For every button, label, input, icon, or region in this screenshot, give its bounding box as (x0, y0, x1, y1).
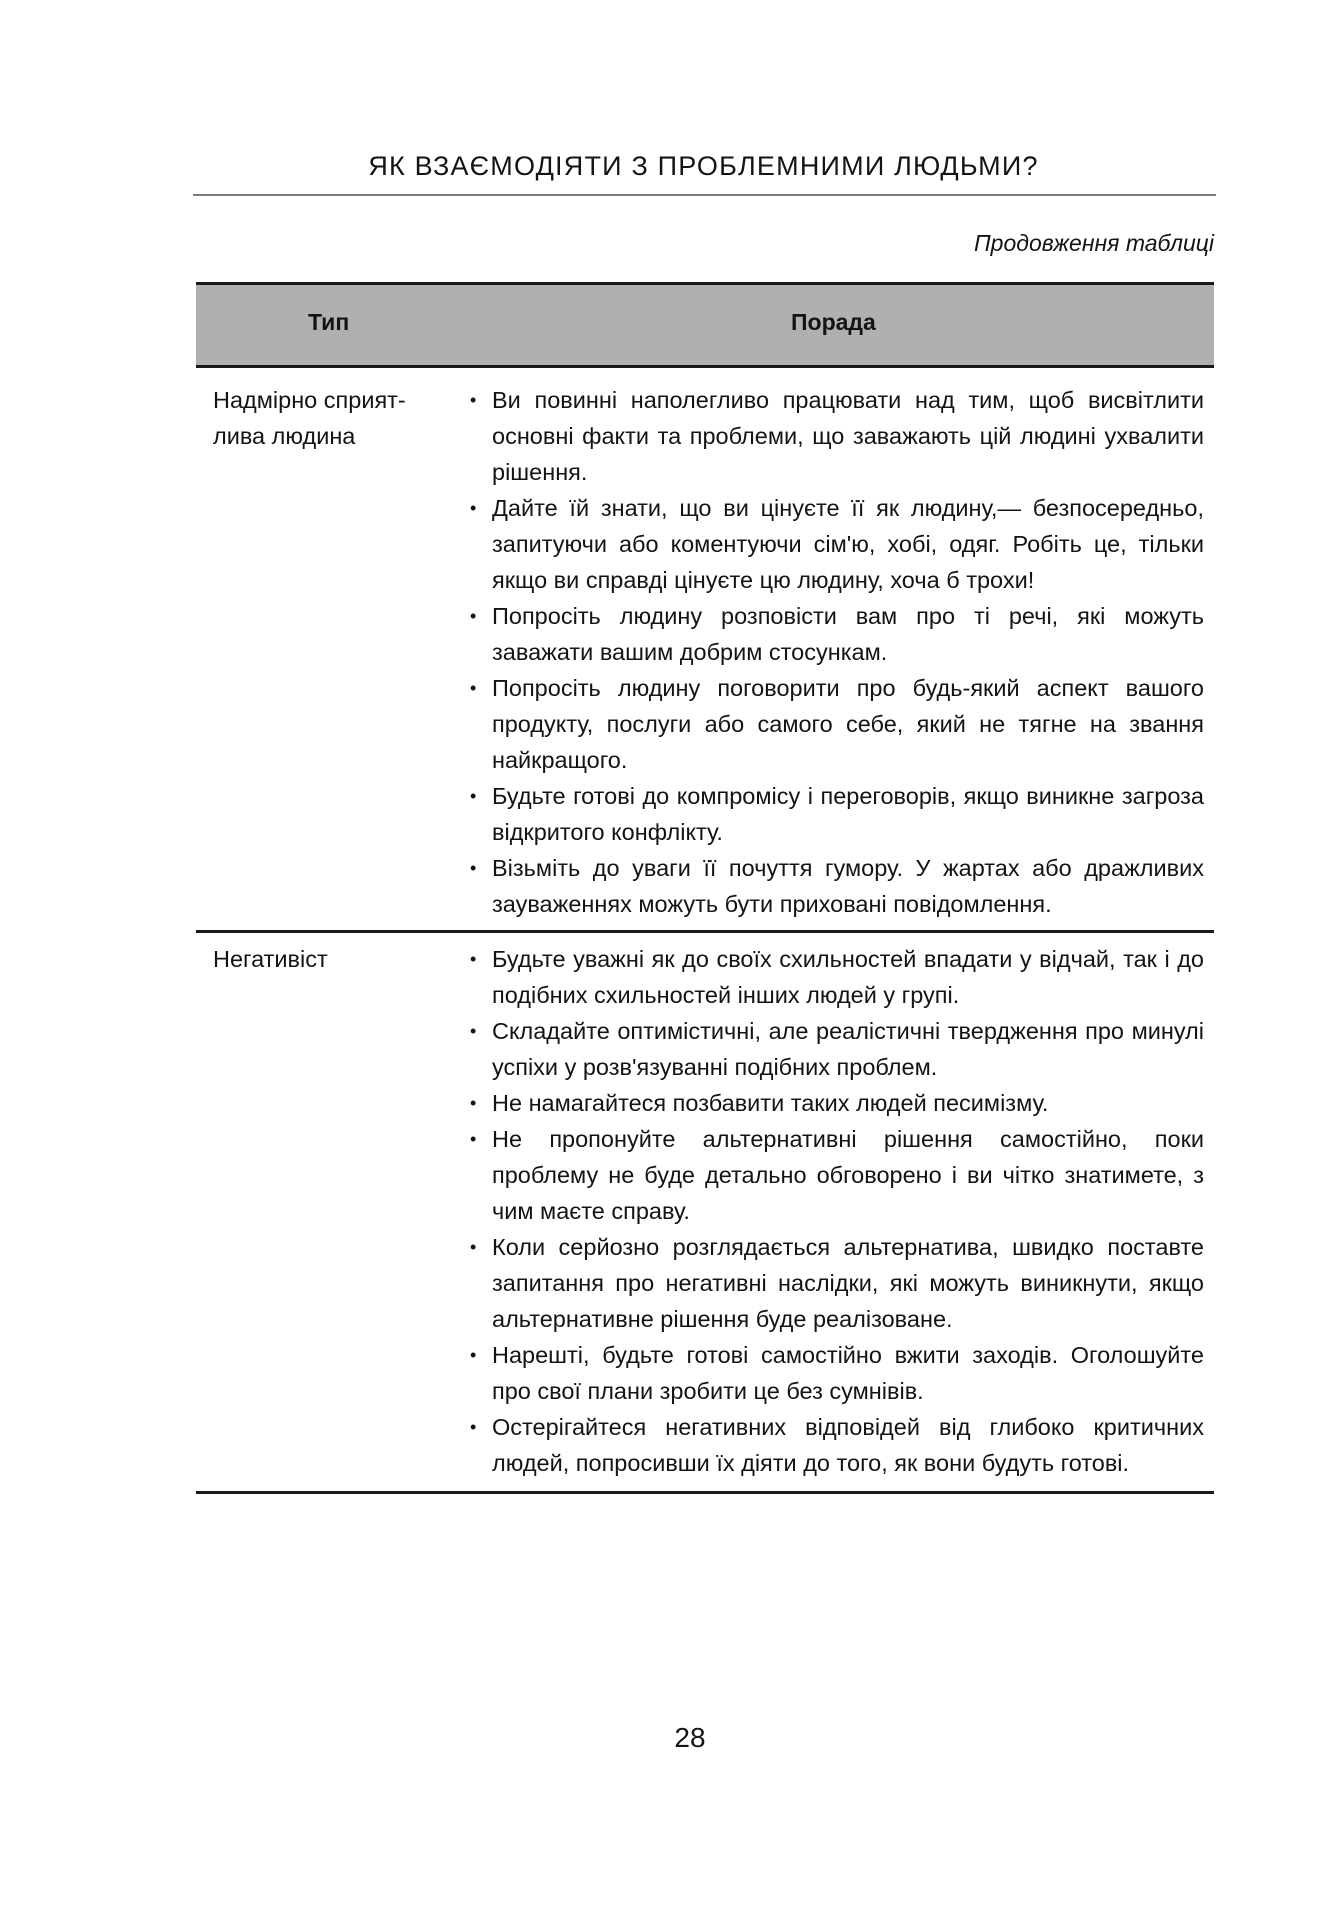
column-header-type: Тип (308, 309, 350, 335)
bullet-icon: • (470, 858, 477, 878)
tip-text: Нарешті, будьте готові самостійно вжити заходів. Оголошуйте про свої плани зробити це без сумнівів. (492, 1342, 1204, 1404)
bullet-icon: • (470, 1417, 477, 1437)
type-label-line: Негативіст (213, 946, 328, 972)
column-header-advice: Порада (791, 309, 876, 335)
tip-text: Остерігайтеся негативних відповідей від глибоко критичних людей, попросивши їх діяти до того, як вони будуть готові. (492, 1414, 1204, 1476)
tip-text: Складайте оптимістичні, але реалістичні твердження про минулі успіхи у розв'язуванні подібних проблем. (492, 1018, 1204, 1080)
tip-text: Не пропонуйте альтернативні рішення самостійно, поки проблему не буде детально обговорено і ви чітко знатимете, з чим маєте справу. (492, 1126, 1204, 1224)
tip-item (470, 1013, 1204, 1085)
bullet-icon: • (470, 1237, 477, 1257)
bullet-icon: • (470, 786, 477, 806)
tip-item (470, 382, 1204, 490)
tip-item (470, 1409, 1204, 1481)
tip-text: Будьте готові до компромісу і переговорів, якщо виникне загроза відкритого конфлікту. (492, 783, 1204, 845)
tip-item (470, 1121, 1204, 1229)
type-label-line: Надмірно сприят- (213, 387, 406, 413)
advice-cell (456, 941, 1214, 1481)
type-cell (196, 382, 456, 922)
tip-item (470, 1337, 1204, 1409)
tip-text: Попросіть людину розповісти вам про ті речі, які можуть заважати вашим добрим стосункам. (492, 603, 1204, 665)
tip-text: Дайте їй знати, що ви цінуєте її як людину,— безпосередньо, запитуючи або коментуючи сім'ю, хобі, одяг. Робіть це, тільки якщо ви справді цінуєте цю людину, хоча б трохи! (492, 495, 1204, 593)
tip-text: Ви повинні наполегливо працювати над тим, щоб висвітлити основні факти та проблеми, що заважають цій людині ухвалити рішення. (492, 387, 1204, 485)
running-head: ЯК ВЗАЄМОДІЯТИ З ПРОБЛЕМНИМИ ЛЮДЬМИ? (368, 151, 1039, 181)
tip-item (470, 670, 1204, 778)
bullet-icon: • (470, 949, 477, 969)
tip-text: Попросіть людину поговорити про будь-який аспект вашого продукту, послуги або самого себе, який не тягне на звання найкращого. (492, 675, 1204, 773)
type-cell (196, 941, 456, 1481)
tip-item (470, 490, 1204, 598)
bullet-icon: • (470, 1021, 477, 1041)
page-number: 28 (674, 1722, 706, 1753)
tip-item (470, 778, 1204, 850)
tip-text: Коли серйозно розглядається альтернатива, швидко поставте запитання про негативні наслідки, які можуть виникнути, якщо альтернативне рішення буде реалізоване. (492, 1234, 1204, 1332)
table-header (196, 282, 1214, 368)
tip-item (470, 941, 1204, 1013)
tip-text: Візьміть до уваги її почуття гумору. У жартах або дражливих зауваженнях можуть бути приховані повідомлення. (492, 855, 1204, 917)
bullet-icon: • (470, 606, 477, 626)
tip-text: Не намагайтеся позбавити таких людей песимізму. (492, 1090, 1049, 1116)
bullet-icon: • (470, 1345, 477, 1365)
tip-text: Будьте уважні як до своїх схильностей впадати у відчай, так і до подібних схильностей інших людей у групі. (492, 946, 1204, 1008)
tip-item (470, 1229, 1204, 1337)
tip-item (470, 1085, 1204, 1121)
tips-list (456, 941, 1204, 1481)
tips-list (456, 382, 1204, 922)
advice-cell (456, 382, 1214, 922)
bullet-icon: • (470, 390, 477, 410)
bullet-icon: • (470, 678, 477, 698)
tip-item (470, 850, 1204, 922)
bullet-icon: • (470, 1129, 477, 1149)
header-rule (193, 194, 1216, 196)
type-label-line: лива людина (213, 423, 356, 449)
table-continuation-label: Продовження таблиці (973, 230, 1214, 256)
tip-item (470, 598, 1204, 670)
table-row (196, 368, 1214, 933)
table-row (196, 933, 1214, 1494)
bullet-icon: • (470, 498, 477, 518)
bullet-icon: • (470, 1093, 477, 1113)
advice-table (196, 282, 1214, 1494)
